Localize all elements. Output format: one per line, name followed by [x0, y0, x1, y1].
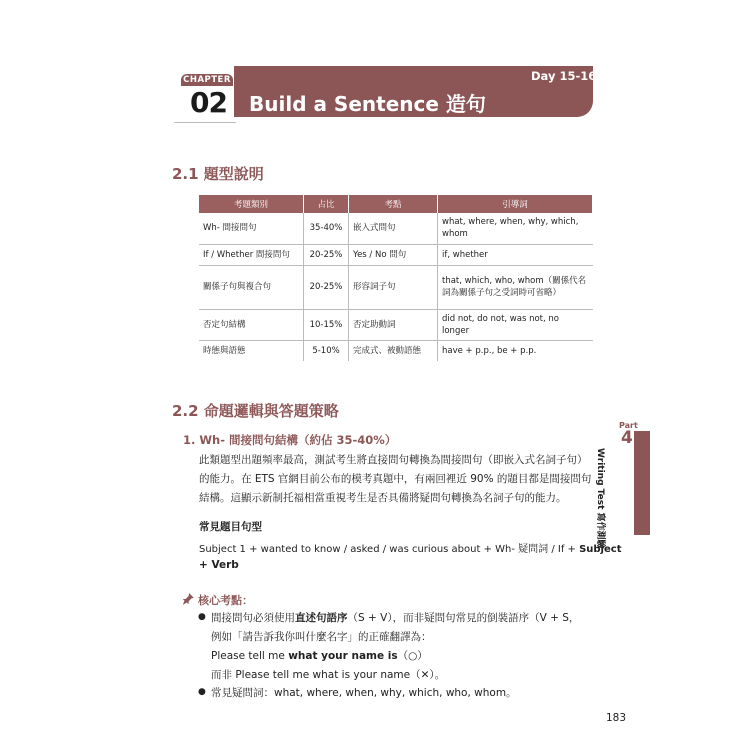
column-header: 引導詞: [438, 195, 593, 213]
paragraph-line: 的能力。在 ETS 官網目前公布的模考真題中，有兩回裡近 90% 的題目都是間接問句: [199, 473, 592, 485]
part-number: 4: [621, 428, 633, 448]
table-row: [199, 213, 593, 244]
chapter-title: Build a Sentence 造句: [249, 92, 486, 116]
table-cell: 時態與語態: [199, 340, 304, 361]
bullet-icon: ●: [198, 612, 206, 622]
bullet-item: 常見疑問詞：what, where, when, why, which, who, whom。: [211, 687, 517, 699]
table-cell: 完成式、被動語態: [349, 340, 438, 361]
bullet-text: 間接問句必須使用: [211, 612, 295, 624]
bullet-icon: ●: [198, 687, 206, 697]
table-cell: 否定句結構: [199, 309, 304, 340]
paragraph-line: 結構。這顯示新制托福相當重視考生是否具備將疑問句轉換為名詞子句的能力。: [199, 492, 567, 504]
table-row: [199, 340, 593, 361]
bullet-item: [211, 610, 579, 625]
example-text: （○）: [397, 650, 428, 662]
section-heading-2-1: 2.1 題型說明: [172, 165, 264, 183]
pushpin-icon: [181, 592, 195, 606]
column-header: 考題類別: [199, 195, 304, 213]
chapter-underline: [174, 122, 236, 123]
example-line: 而非 Please tell me what is your name（✕）。: [211, 669, 446, 681]
pattern-line-2: + Verb: [199, 559, 239, 571]
table-row: [199, 265, 593, 309]
pattern-title: 常見題目句型: [199, 521, 262, 533]
table-cell: 否定助動詞: [349, 309, 438, 340]
table-header-row: [199, 195, 593, 213]
table-cell: have + p.p., be + p.p.: [442, 345, 537, 356]
table-cell: If / Whether 間接問句: [199, 244, 304, 265]
table-cell: Yes / No 問句: [349, 244, 438, 265]
table-cell: what, where, when, why, which, whom: [438, 213, 593, 244]
bullet-text: （S + V），而非疑問句常見的倒裝語序（V + S，: [347, 612, 580, 624]
example-line: [211, 648, 428, 663]
table-cell: that, which, who, whom（關係代名詞為關係子句之受詞時可省略）: [438, 265, 593, 309]
chapter-label: CHAPTER: [181, 74, 233, 86]
section-heading-2-2: 2.2 命題邏輯與答題策略: [172, 402, 339, 420]
question-type-table: [199, 195, 593, 361]
chapter-number: 02: [190, 86, 227, 119]
column-header: 占比: [304, 195, 349, 213]
table-cell: 嵌入式問句: [349, 213, 438, 244]
example-text-bold: what your name is: [288, 650, 398, 662]
table-cell: 關係子句與複合句: [199, 265, 304, 309]
bullet-text-bold: 直述句語序: [295, 612, 348, 624]
pattern-text: Subject 1 + wanted to know / asked / was curious about + Wh- 疑問詞 / If +: [199, 544, 580, 555]
page-number: 183: [606, 712, 627, 724]
table-cell: 20-25%: [304, 265, 349, 309]
part-label: Part: [619, 421, 638, 430]
table-cell: Wh- 間接問句: [199, 213, 304, 244]
day-label: Day 15-16: [531, 69, 597, 83]
subsection-heading: 1. Wh- 間接問句結構（約佔 35-40%）: [183, 433, 397, 447]
side-tab-text: Writing Test 寫作測驗: [595, 448, 605, 549]
table-cell: 35-40%: [304, 213, 349, 244]
pattern-text-bold: Subject: [579, 544, 622, 555]
table-cell: did not, do not, was not, no longer: [438, 309, 593, 340]
paragraph-line: 此類題型出題頻率最高，測試考生將直接問句轉換為間接問句（即嵌入式名詞子句）: [199, 454, 588, 466]
core-points-label: 核心考點：: [198, 594, 253, 607]
table-cell: if, whether: [438, 244, 593, 265]
example-text: Please tell me: [211, 650, 289, 662]
table-cell: 20-25%: [304, 244, 349, 265]
table-cell: 5-10%: [304, 340, 349, 361]
table-row: [199, 244, 593, 265]
pattern-line: [199, 540, 621, 555]
table-cell: 10-15%: [304, 309, 349, 340]
table-cell: 形容詞子句: [349, 265, 438, 309]
table-row: [199, 309, 593, 340]
bullet-continuation: 例如「請告訴我你叫什麼名字」的正確翻譯為：: [211, 631, 432, 643]
column-header: 考點: [349, 195, 438, 213]
side-tab-bar: [634, 431, 650, 535]
